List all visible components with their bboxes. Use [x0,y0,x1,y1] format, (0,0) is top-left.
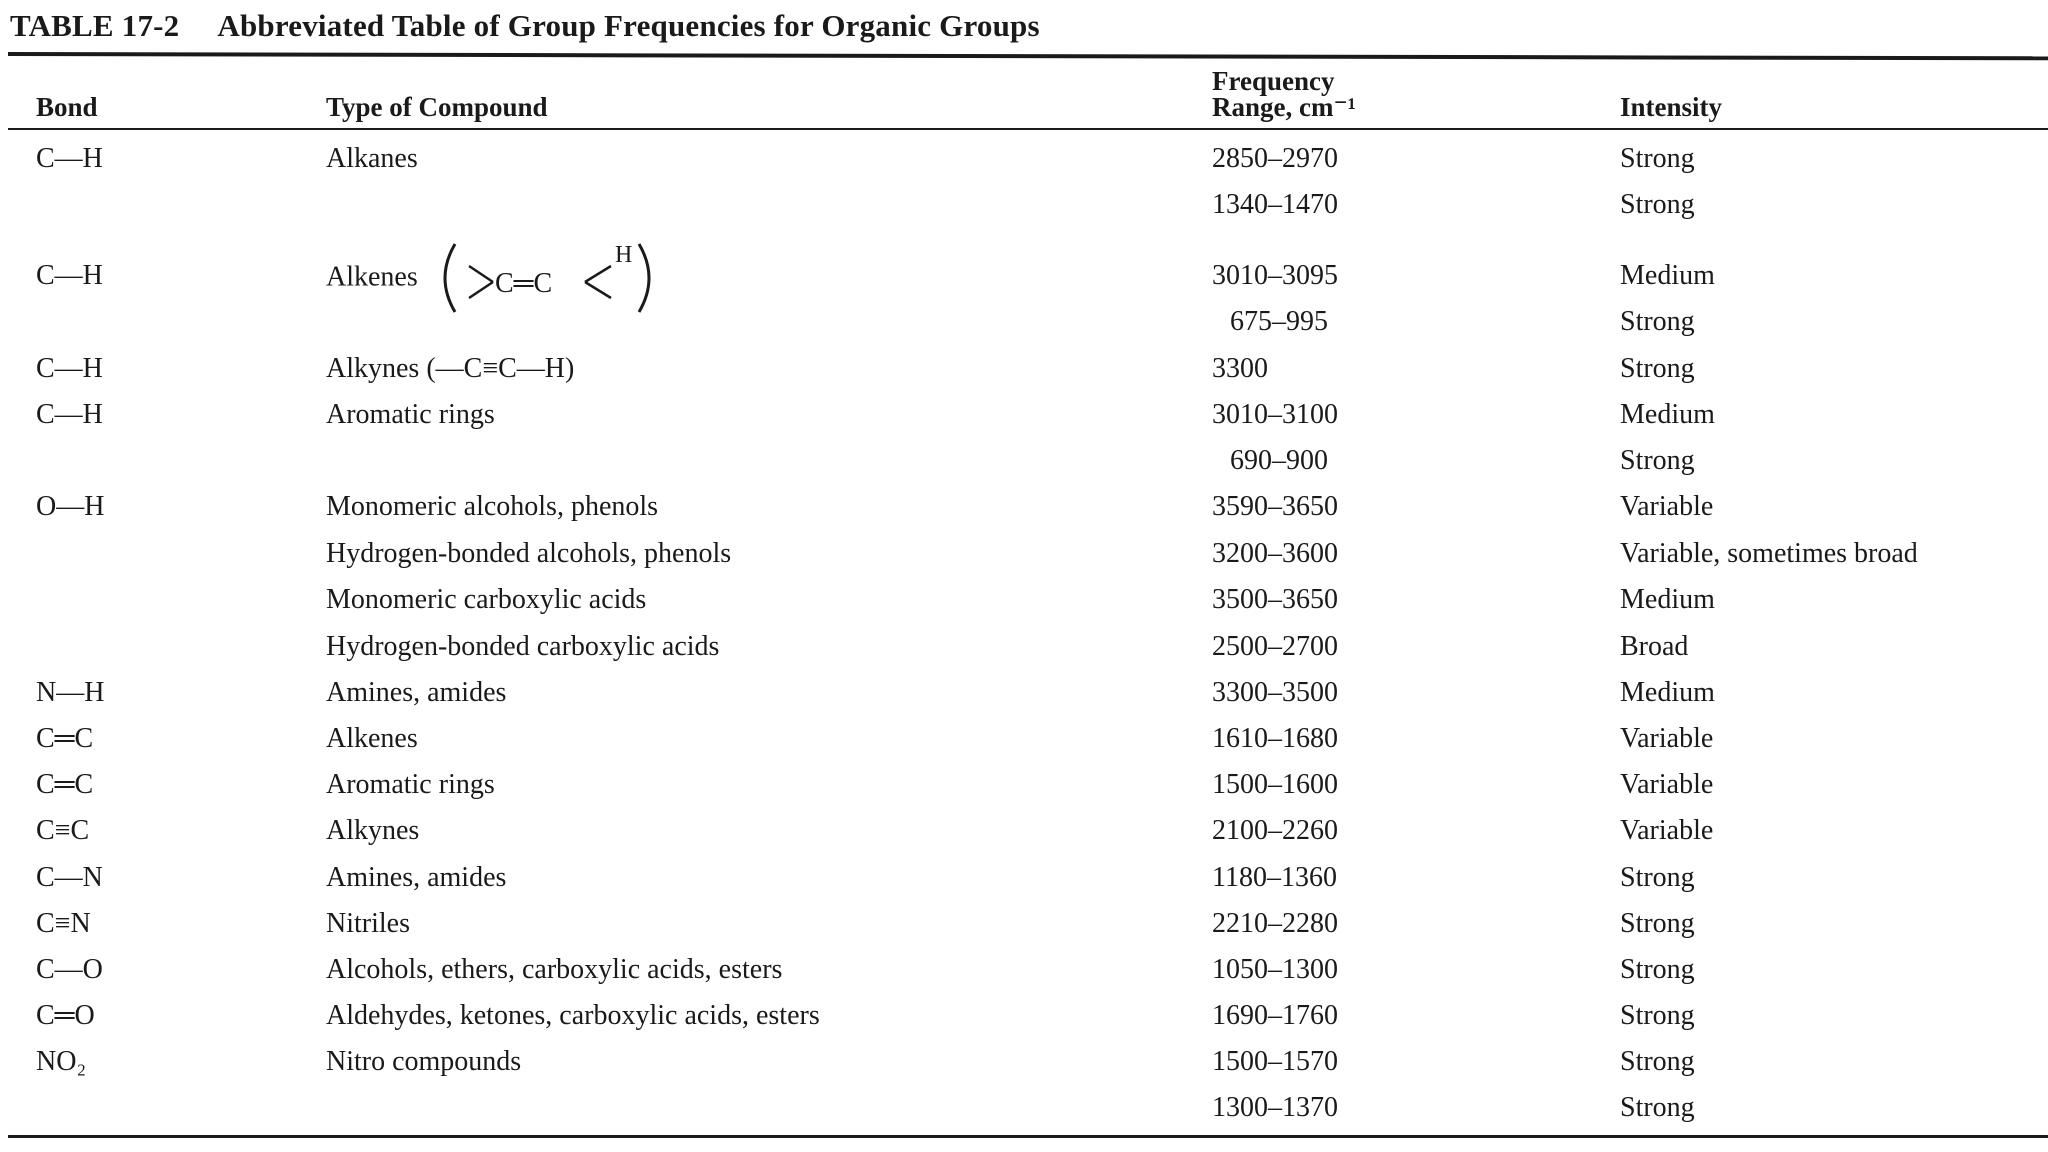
bond-cell: C≡C [36,815,90,846]
bond-cell: C—H [36,143,103,174]
compound-cell: Alkenes [326,723,418,754]
compound-cell: Hydrogen-bonded carboxylic acids [326,631,720,662]
bond-cell: O—H [36,491,105,522]
top-rule [8,52,2048,60]
compound-cell: Aldehydes, ketones, carboxylic acids, esters [326,1000,820,1031]
intensity-cell: Strong [1620,954,1695,985]
compound-cell: Alkynes [326,815,420,846]
frequency-cell: 3300 [1212,353,1268,384]
header-bond: Bond [36,92,98,122]
bond-cell: C—H [36,260,103,291]
frequency-cell: 2100–2260 [1212,815,1338,846]
intensity-cell: Strong [1620,143,1695,174]
hydrogen-label: H [614,241,633,268]
frequency-cell: 3010–3100 [1212,399,1338,430]
right-upper-bond [585,266,611,282]
intensity-cell: Variable [1620,723,1714,754]
intensity-cell: Strong [1620,908,1695,939]
left-upper-bond [469,266,493,282]
bond-cell: N—H [36,677,105,708]
compound-cell: Monomeric carboxylic acids [326,584,647,615]
compound-cell: Alcohols, ethers, carboxylic acids, esters [326,954,783,985]
header-frequency-line1: Frequency [1212,66,1335,96]
compound-cell: Amines, amides [326,862,507,893]
bond-cell: C≡N [36,908,91,939]
table-title: Abbreviated Table of Group Frequencies for Organic Groups [217,8,1040,43]
bond-cell: C—N [36,862,103,893]
frequency-cell: 2850–2970 [1212,143,1338,174]
intensity-cell: Strong [1620,1046,1695,1077]
compound-cell [326,236,713,316]
header-frequency [1212,68,1356,120]
header-intensity: Intensity [1620,92,1723,122]
compound-cell: Hydrogen-bonded alcohols, phenols [326,538,732,569]
frequency-cell: 2500–2700 [1212,631,1338,662]
bottom-rule [8,1135,2048,1138]
frequency-cell: 690–900 [1230,445,1328,476]
frequency-cell: 3500–3650 [1212,584,1338,615]
intensity-cell: Strong [1620,353,1695,384]
compound-cell: Amines, amides [326,677,507,708]
bond-cell: NO₂ [36,1046,87,1077]
bond-cell: C—H [36,399,103,430]
compound-cell: Nitriles [326,908,410,939]
intensity-cell: Strong [1620,1000,1695,1031]
intensity-cell: Strong [1620,862,1695,893]
right-parenthesis [639,244,649,312]
intensity-cell: Medium [1620,584,1715,615]
frequency-cell: 3300–3500 [1212,677,1338,708]
right-lower-bond [585,282,611,298]
header-frequency-line2: Range, cm⁻¹ [1212,92,1356,122]
compound-name: Alkenes [326,261,418,293]
intensity-cell: Variable [1620,815,1714,846]
left-lower-bond [469,282,493,298]
frequency-cell: 1050–1300 [1212,954,1338,985]
alkene-structure-diagram [433,238,713,318]
table-number: TABLE 17-2 [10,8,180,43]
intensity-cell: Medium [1620,260,1715,291]
intensity-cell: Strong [1620,445,1695,476]
frequency-cell: 1610–1680 [1212,723,1338,754]
intensity-cell: Medium [1620,399,1715,430]
frequency-cell: 1340–1470 [1212,189,1338,220]
compound-cell: Aromatic rings [326,399,495,430]
intensity-cell: Variable [1620,769,1714,800]
bond-cell: C—H [36,353,103,384]
frequency-cell: 2210–2280 [1212,908,1338,939]
intensity-cell: Strong [1620,189,1695,220]
intensity-cell: Variable [1620,491,1714,522]
left-parenthesis [445,244,455,312]
frequency-cell: 1690–1760 [1212,1000,1338,1031]
frequency-cell: 1180–1360 [1212,862,1337,893]
frequency-cell: 3590–3650 [1212,491,1338,522]
frequency-cell: 675–995 [1230,306,1328,337]
compound-cell: Aromatic rings [326,769,495,800]
intensity-cell: Medium [1620,677,1715,708]
frequency-cell: 3200–3600 [1212,538,1338,569]
compound-cell: Alkynes (—C≡C—H) [326,353,575,384]
table-caption [10,8,1040,44]
intensity-cell: Variable, sometimes broad [1620,538,1918,569]
intensity-cell: Strong [1620,1092,1695,1123]
intensity-cell: Broad [1620,631,1689,662]
frequency-cell: 1500–1570 [1212,1046,1338,1077]
compound-cell: Monomeric alcohols, phenols [326,491,659,522]
compound-cell: Alkanes [326,143,418,174]
frequency-cell: 1300–1370 [1212,1092,1338,1123]
frequency-cell: 1500–1600 [1212,769,1338,800]
intensity-cell: Strong [1620,306,1695,337]
frequency-cell: 3010–3095 [1212,260,1338,291]
header-rule [8,128,2048,130]
bond-cell: C—O [36,954,103,985]
header-type-of-compound: Type of Compound [326,92,548,122]
alkene-formula: C═C [494,267,552,299]
bond-cell: C═C [36,723,94,754]
bond-cell: C═C [36,769,94,800]
compound-cell: Nitro compounds [326,1046,522,1077]
bond-cell: C═O [36,1000,95,1031]
